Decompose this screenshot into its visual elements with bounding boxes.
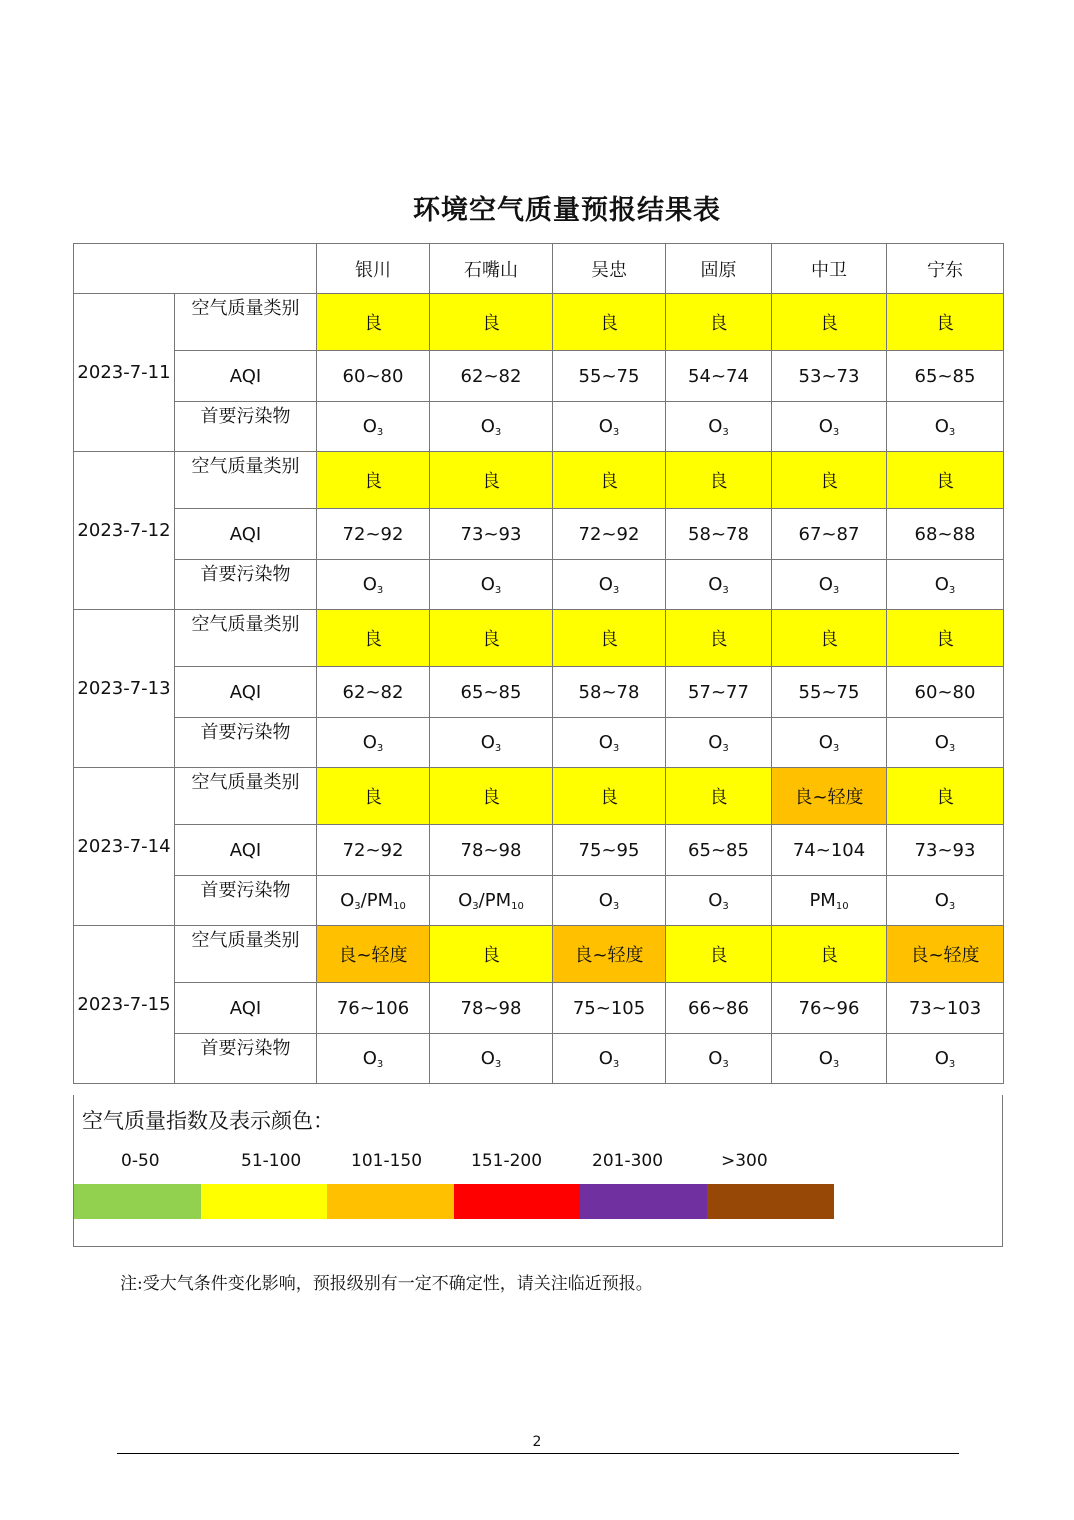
row-label-pollutant: 首要污染物: [175, 560, 317, 610]
pollutant-cell: $O_3$: [553, 402, 666, 452]
pollutant-cell: $O_3$: [666, 402, 772, 452]
aqi-cell: 76~96: [772, 983, 887, 1034]
aqi-cell: 78~98: [430, 983, 553, 1034]
row-label-pollutant: 首要污染物: [175, 876, 317, 926]
category-cell: 良: [553, 610, 666, 667]
category-cell: 良: [772, 610, 887, 667]
category-row: [74, 610, 1004, 667]
category-cell: 良: [887, 610, 1004, 667]
category-cell: 良: [317, 452, 430, 509]
category-cell: 良: [553, 768, 666, 825]
aqi-cell: 72~92: [553, 509, 666, 560]
pollutant-cell: $O_3$: [772, 560, 887, 610]
aqi-cell: 65~85: [887, 351, 1004, 402]
forecast-note: 注:受大气条件变化影响，预报级别有一定不确定性，请关注临近预报。: [120, 1274, 653, 1294]
row-label-aqi: AQI: [175, 983, 317, 1034]
row-label-pollutant: 首要污染物: [175, 718, 317, 768]
aqi-cell: 60~80: [887, 667, 1004, 718]
city-header: 固原: [666, 244, 772, 294]
aqi-cell: 74~104: [772, 825, 887, 876]
category-cell: 良: [430, 610, 553, 667]
category-cell: 良: [772, 294, 887, 351]
row-label-pollutant: 首要污染物: [175, 1034, 317, 1084]
aqi-cell: 73~93: [430, 509, 553, 560]
aqi-cell: 73~93: [887, 825, 1004, 876]
category-cell: 良: [317, 610, 430, 667]
pollutant-cell: $O_3$: [772, 402, 887, 452]
aqi-cell: 58~78: [553, 667, 666, 718]
row-label-category: 空气质量类别: [175, 926, 317, 983]
category-cell: 良: [666, 768, 772, 825]
legend-swatch-red: [454, 1184, 581, 1219]
pollutant-cell: $O_3$: [666, 876, 772, 926]
city-header: 宁东: [887, 244, 1004, 294]
header-row: [74, 244, 1004, 294]
pollutant-row: [74, 718, 1004, 768]
date-cell: 2023-7-12: [74, 452, 175, 610]
category-cell: 良: [666, 926, 772, 983]
row-label-aqi: AQI: [175, 667, 317, 718]
legend-range-label: 0-50: [121, 1151, 160, 1171]
row-label-aqi: AQI: [175, 351, 317, 402]
category-cell: 良: [430, 926, 553, 983]
pollutant-cell: $O_3$: [772, 718, 887, 768]
aqi-cell: 66~86: [666, 983, 772, 1034]
category-cell: 良: [666, 294, 772, 351]
aqi-row: [74, 351, 1004, 402]
aqi-cell: 55~75: [772, 667, 887, 718]
city-header: 吴忠: [553, 244, 666, 294]
city-header: 银川: [317, 244, 430, 294]
aqi-row: [74, 667, 1004, 718]
legend-swatch-brown: [707, 1184, 834, 1219]
category-cell: 良: [666, 452, 772, 509]
aqi-cell: 67~87: [772, 509, 887, 560]
aqi-cell: 62~82: [317, 667, 430, 718]
pollutant-cell: $O_3$: [887, 560, 1004, 610]
aqi-row: [74, 509, 1004, 560]
pollutant-row: [74, 560, 1004, 610]
page-number: 2: [532, 1434, 542, 1450]
pollutant-row: [74, 1034, 1004, 1084]
aqi-cell: 65~85: [430, 667, 553, 718]
category-row: [74, 294, 1004, 351]
aqi-row: [74, 983, 1004, 1034]
legend-swatch-green: [74, 1184, 201, 1219]
aqi-cell: 65~85: [666, 825, 772, 876]
date-cell: 2023-7-13: [74, 610, 175, 768]
category-cell: 良: [317, 768, 430, 825]
row-label-category: 空气质量类别: [175, 768, 317, 825]
row-label-category: 空气质量类别: [175, 610, 317, 667]
legend-range-label: >300: [721, 1151, 768, 1171]
city-header: 中卫: [772, 244, 887, 294]
category-cell: 良: [887, 768, 1004, 825]
row-label-pollutant: 首要污染物: [175, 402, 317, 452]
aqi-cell: 58~78: [666, 509, 772, 560]
date-cell: 2023-7-11: [74, 294, 175, 452]
aqi-cell: 72~92: [317, 509, 430, 560]
pollutant-cell: $O_3$: [553, 1034, 666, 1084]
pollutant-cell: $O_3$: [553, 560, 666, 610]
aqi-cell: 60~80: [317, 351, 430, 402]
pollutant-cell: $O_3$: [430, 402, 553, 452]
legend-range-label: 101-150: [351, 1151, 423, 1171]
category-cell: 良: [430, 452, 553, 509]
category-cell: 良: [887, 452, 1004, 509]
aqi-cell: 75~105: [553, 983, 666, 1034]
corner-cell: [74, 244, 317, 294]
category-cell: 良: [887, 294, 1004, 351]
category-row: [74, 452, 1004, 509]
legend-range-label: 201-300: [592, 1151, 664, 1171]
pollutant-cell: $O_3$: [887, 1034, 1004, 1084]
row-label-category: 空气质量类别: [175, 452, 317, 509]
legend-range-label: 51-100: [241, 1151, 302, 1171]
category-row: [74, 768, 1004, 825]
pollutant-cell: $O_3$: [430, 1034, 553, 1084]
pollutant-cell: $O_3/PM_{10}$: [317, 876, 430, 926]
aqi-row: [74, 825, 1004, 876]
date-cell: 2023-7-14: [74, 768, 175, 926]
category-cell: 良~轻度: [887, 926, 1004, 983]
row-label-aqi: AQI: [175, 825, 317, 876]
pollutant-row: [74, 876, 1004, 926]
category-cell: 良: [317, 294, 430, 351]
aqi-legend: [73, 1095, 1003, 1247]
legend-title: 空气质量指数及表示颜色：: [82, 1109, 334, 1133]
legend-swatch-purple: [580, 1184, 707, 1219]
category-row: [74, 926, 1004, 983]
date-cell: 2023-7-15: [74, 926, 175, 1084]
category-cell: 良: [430, 294, 553, 351]
pollutant-cell: $O_3$: [666, 1034, 772, 1084]
pollutant-cell: $O_3$: [317, 560, 430, 610]
category-cell: 良: [430, 768, 553, 825]
aqi-cell: 62~82: [430, 351, 553, 402]
pollutant-cell: $O_3$: [553, 876, 666, 926]
city-header: 石嘴山: [430, 244, 553, 294]
legend-swatch-yellow: [201, 1184, 328, 1219]
aqi-cell: 76~106: [317, 983, 430, 1034]
aqi-cell: 78~98: [430, 825, 553, 876]
category-cell: 良: [666, 610, 772, 667]
pollutant-cell: $O_3$: [887, 718, 1004, 768]
category-cell: 良: [772, 452, 887, 509]
aqi-cell: 68~88: [887, 509, 1004, 560]
pollutant-cell: $PM_{10}$: [772, 876, 887, 926]
pollutant-cell: $O_3$: [772, 1034, 887, 1084]
category-cell: 良: [553, 294, 666, 351]
pollutant-cell: $O_3$: [666, 560, 772, 610]
pollutant-cell: $O_3$: [553, 718, 666, 768]
aqi-cell: 72~92: [317, 825, 430, 876]
footer-divider: [117, 1453, 959, 1454]
pollutant-cell: $O_3$: [317, 1034, 430, 1084]
category-cell: 良~轻度: [772, 768, 887, 825]
row-label-category: 空气质量类别: [175, 294, 317, 351]
category-cell: 良~轻度: [317, 926, 430, 983]
aqi-cell: 53~73: [772, 351, 887, 402]
row-label-aqi: AQI: [175, 509, 317, 560]
legend-range-label: 151-200: [471, 1151, 543, 1171]
pollutant-cell: $O_3$: [887, 402, 1004, 452]
pollutant-cell: $O_3$: [666, 718, 772, 768]
aqi-cell: 55~75: [553, 351, 666, 402]
forecast-table: [73, 243, 1004, 1084]
aqi-cell: 75~95: [553, 825, 666, 876]
legend-swatch-orange: [327, 1184, 454, 1219]
pollutant-cell: $O_3/PM_{10}$: [430, 876, 553, 926]
category-cell: 良~轻度: [553, 926, 666, 983]
pollutant-cell: $O_3$: [430, 560, 553, 610]
pollutant-cell: $O_3$: [317, 402, 430, 452]
aqi-cell: 73~103: [887, 983, 1004, 1034]
category-cell: 良: [772, 926, 887, 983]
pollutant-cell: $O_3$: [317, 718, 430, 768]
pollutant-cell: $O_3$: [430, 718, 553, 768]
pollutant-row: [74, 402, 1004, 452]
aqi-cell: 54~74: [666, 351, 772, 402]
aqi-cell: 57~77: [666, 667, 772, 718]
page-title: 环境空气质量预报结果表: [413, 195, 721, 226]
category-cell: 良: [553, 452, 666, 509]
pollutant-cell: $O_3$: [887, 876, 1004, 926]
